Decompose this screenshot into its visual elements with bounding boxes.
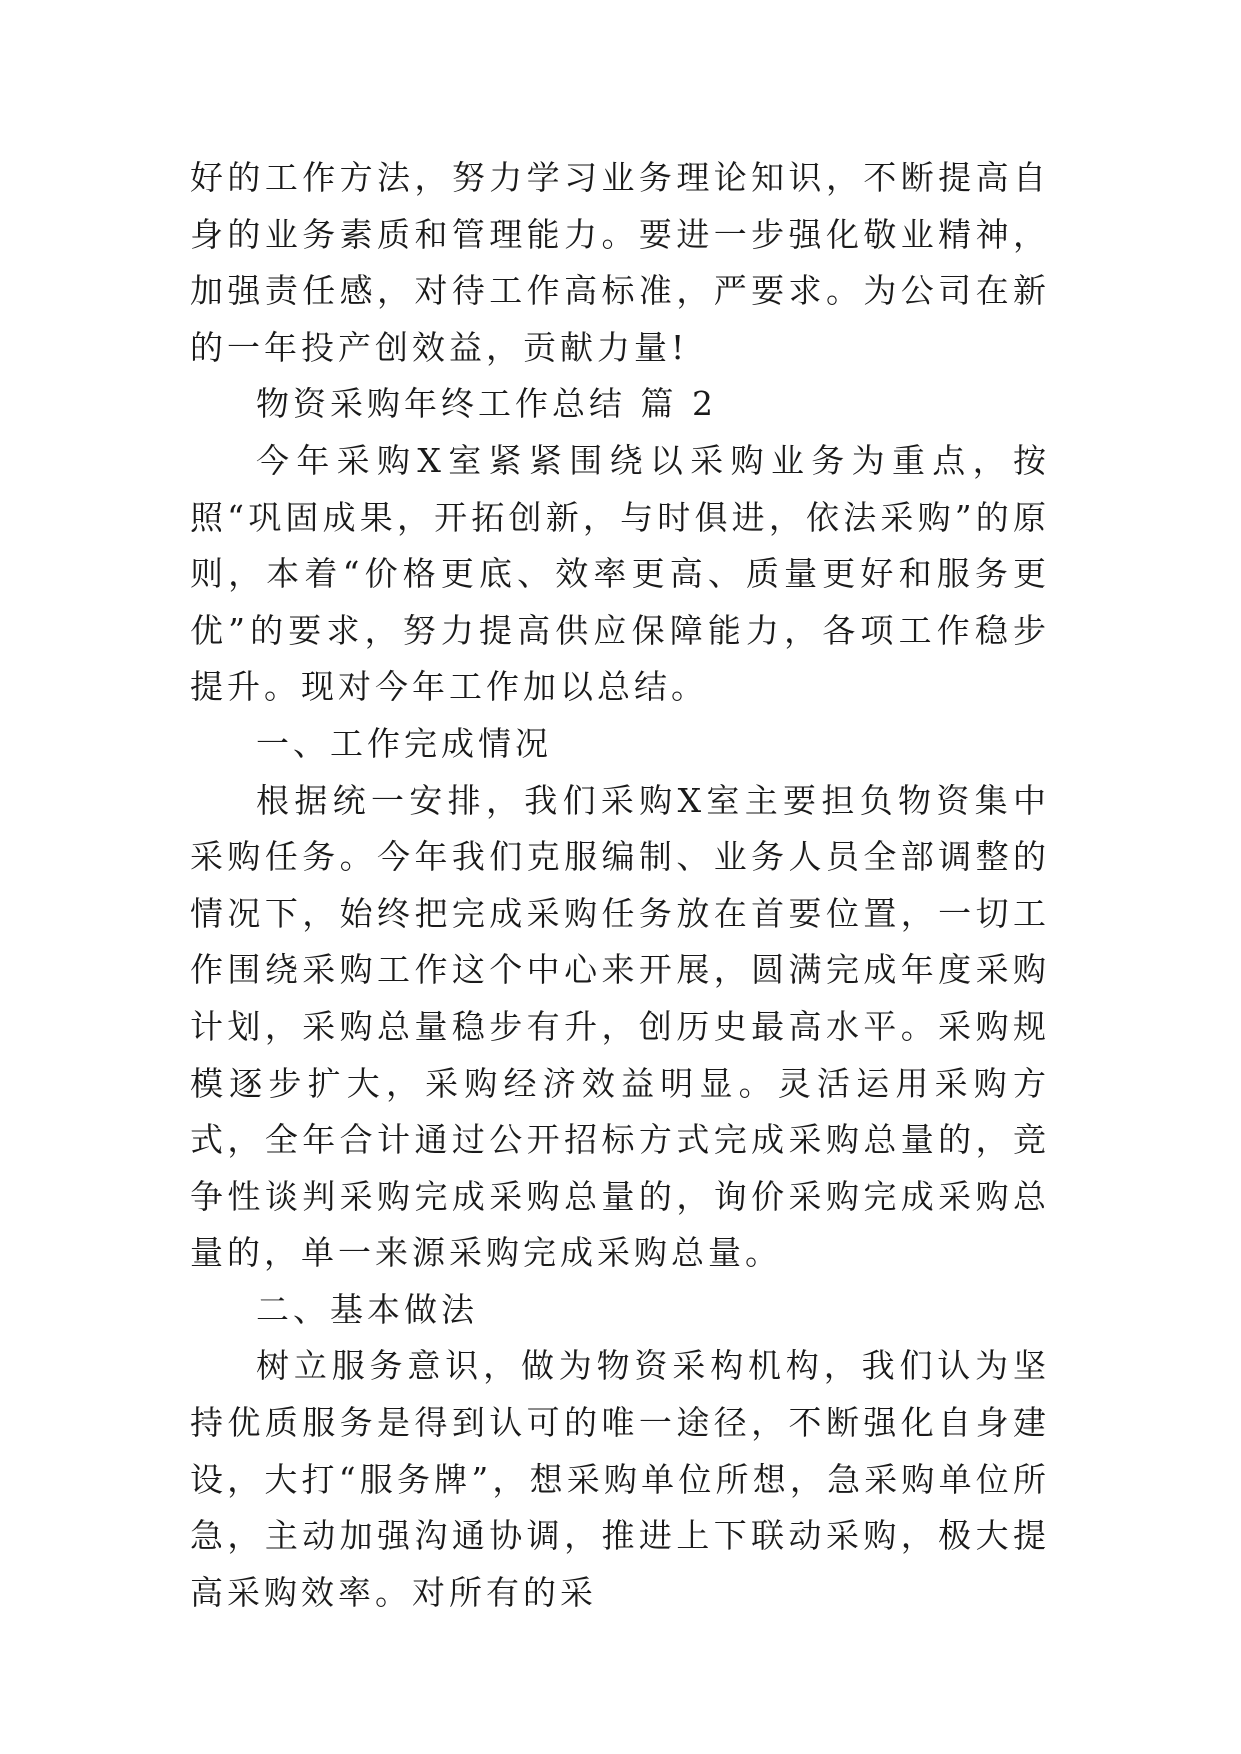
paragraph-continuation: 好的工作方法，努力学习业务理论知识，不断提高自身的业务素质和管理能力。要进一步强化敬业精神，加强责任感，对待工作高标准，严要求。为公司在新的一年投产创效益，贡献力量! <box>190 158 1050 367</box>
paragraph-intro: 今年采购X室紧紧围绕以采购业务为重点，按照“巩固成果，开拓创新，与时俱进，依法采购”的原则，本着“价格更底、效率更高、质量更好和服务更优”的要求，努力提高供应保障能力，各项工作稳步提升。现对今年工作加以总结。 <box>190 440 1050 707</box>
paragraph-completion: 根据统一安排，我们采购X室主要担负物资集中采购任务。今年我们克服编制、业务人员全部调整的情况下，始终把完成采购任务放在首要位置，一切工作围绕采购工作这个中心来开展，圆满完成年度采购计划，采购总量稳步有升，创历史最高水平。采购规模逐步扩大，采购经济效益明显。灵活运用采购方式，全年合计通过公开招标方式完成采购总量的，竞争性谈判采购完成采购总量的，询价采购完成采购总量的，单一来源采购完成采购总量。 <box>190 780 1050 1273</box>
document-body <box>190 150 1050 1621</box>
heading-work-completion: 一、工作完成情况 <box>256 723 552 763</box>
section-title: 物资采购年终工作总结 篇 2 <box>256 384 717 424</box>
heading-basic-methods: 二、基本做法 <box>256 1289 478 1329</box>
paragraph-methods: 树立服务意识，做为物资采构机构，我们认为坚持优质服务是得到认可的唯一途径，不断强化自身建设，大打“服务牌”，想采购单位所想，急采购单位所急，主动加强沟通协调，推进上下联动采购，极大提高采购效率。对所有的采 <box>190 1346 1050 1612</box>
